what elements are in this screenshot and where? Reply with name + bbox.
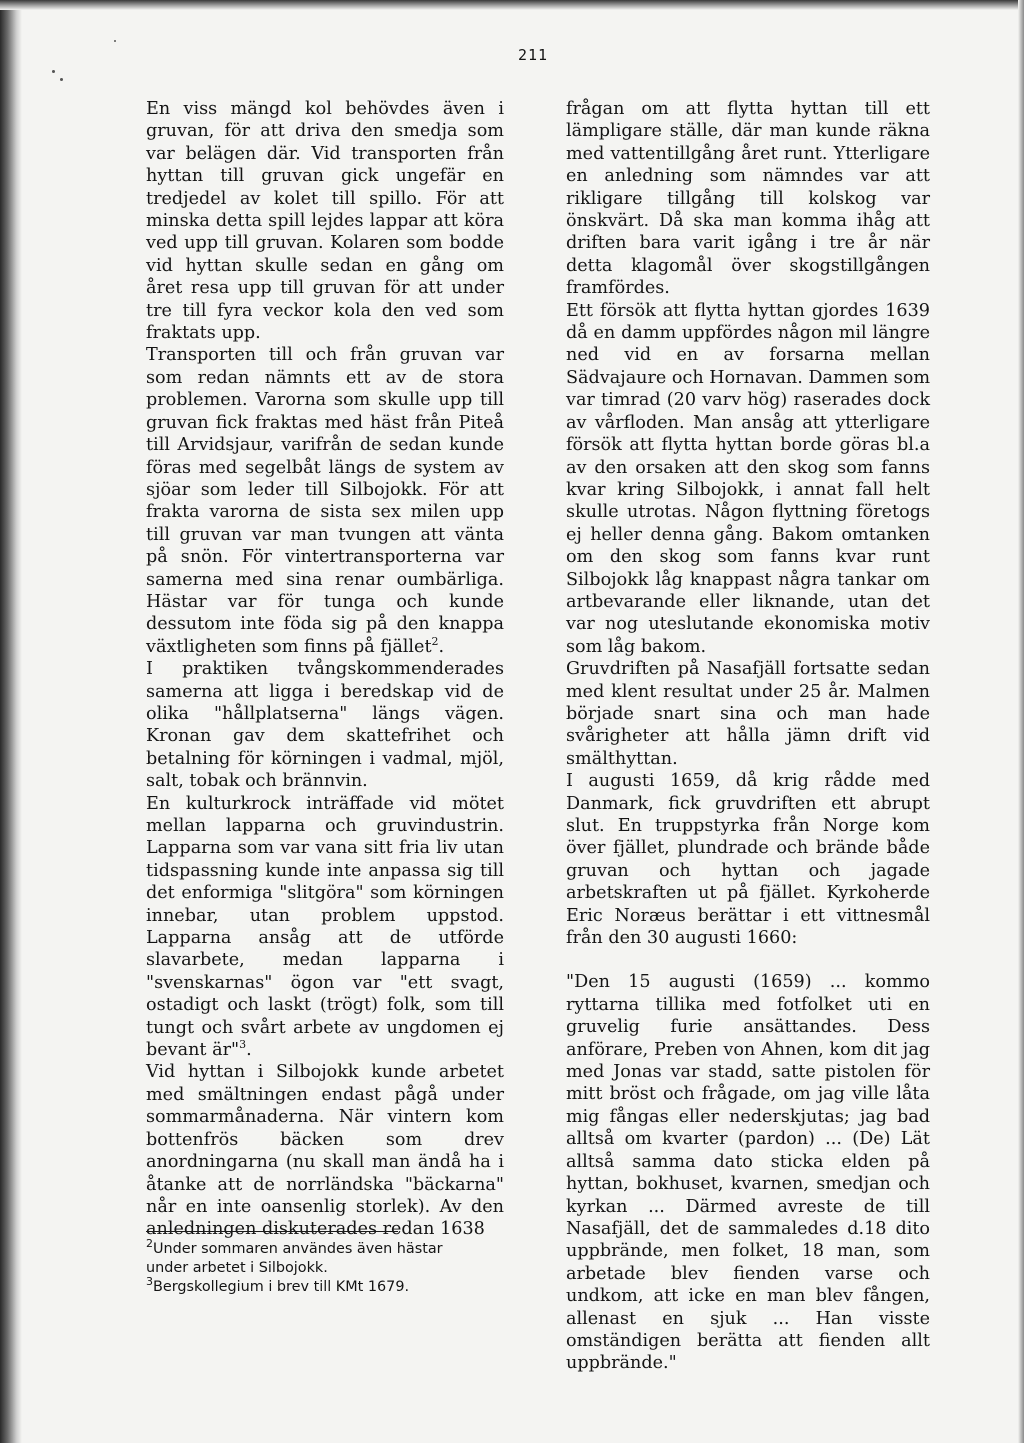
footnote: $^3$Bergskollegium i brev till KMt 1679.: [146, 1275, 410, 1295]
right-column: [566, 98, 930, 1375]
scan-speck: [52, 70, 55, 73]
scan-speck: [60, 78, 63, 81]
paragraph: En kulturkrock inträffade vid mötet mellan lapparna och gruvindustrin. Lapparna som var vana sitt fria liv utan tidspassning kunde inte anpassa sig till det enformiga "slitgöra" som körningen innebar, utan problem uppstod. Lapparna ansåg att de utförde slavarbete, medan lapparna i "svenskarnas" ögon var "ett svagt, ostadigt och laskt (trögt) folk, som till tungt och svårt arbete av ungdomen ej bevant är"$^3$.: [146, 793, 504, 1061]
quotation: "Den 15 augusti (1659) ... kommo ryttarna tillika med fotfolket uti en gruvelig furie ansättandes. Dess anförare, Preben von Ahnen, kom dit jag med Jonas var stadd, satte pistolen för mitt bröst och frågade, om jag ville låta mig fångas eller nederskjutas; jag bad alltså om kvarter (pardon) ... (De) Lät alltså samma dato sticka elden på hyttan, bokhuset, kvarnen, smedjan och kyrkan ... Därmed avreste de till Nasafjäll, det de sammaledes d.18 dito uppbrände, men folket, 18 man, som arbetade blev fienden varse och undkom, att icke en man blev fången, allenast en sjuk ... Han visste omständigen berätta att fienden allt uppbrände.": [566, 972, 930, 1374]
footnotes: [146, 1237, 476, 1297]
page-number: 211: [518, 46, 549, 64]
paragraph: En viss mängd kol behövdes även i gruvan, för att driva den smedja som var belägen där. Vid transporten från hyttan till gruvan gick ungefär en tredjedel av kolet till spillo. För att minska detta spill lejdes lappar att köra ved upp till gruvan. Kolaren som bodde vid hyttan skulle sedan en gång om året resa upp till gruvan för att under tre till fyra veckor kola den ved som fraktats upp.: [146, 99, 504, 344]
footnote-divider: [146, 1231, 398, 1232]
footnote-ref: 2: [431, 634, 439, 648]
scan-shadow-right: [1018, 0, 1024, 1443]
paragraph: Vid hyttan i Silbojokk kunde arbetet med smältningen endast pågå under sommarmånaderna. När vintern kom bottenfrös bäcken som drev anordningarna (nu skall man ändå ha i åtanke att de norrländska "bäckarna" når en inte oansenlig storlek). Av den anledningen diskuterades redan 1638: [146, 1062, 504, 1240]
scan-shadow-top: [0, 0, 1024, 10]
paragraph: Ett försök att flytta hyttan gjordes 1639 då en damm uppfördes någon mil längre ned vid en av forsarna mellan Sädvajaure och Hornavan. Dammen som var timrad (20 varv hög) raserades dock av vårfloden. Man ansåg att ytterligare försök att flytta hyttan borde göras bl.a av den orsaken att den skog som fanns kvar kring Silbojokk, i annat fall helt skulle utrotas. Någon flyttning företogs ej heller denna gång. Bakom omtanken om den skog som fanns kvar runt Silbojokk låg knappast några tankar om artbevarande eller liknande, utan det var nog uteslutande ekonomiska motiv som låg bakom.: [566, 300, 931, 657]
paragraph: I praktiken tvångskommenderades samerna att ligga i beredskap vid de olika "hållplatserna" längs vägen. Kronan gav dem skattefrihet och betalning för körningen i vadmal, mjöl, salt, tobak och brännvin.: [146, 659, 504, 792]
paragraph: Gruvdriften på Nasafjäll fortsatte sedan med klent resultat under 25 år. Malmen började snart sina och man hade svårigheter att hålla jämn drift vid smälthyttan.: [566, 659, 930, 769]
paragraph: frågan om att flytta hyttan till ett lämpligare ställe, där man kunde räkna med vattentillgång året runt. Ytterligare en anledning som nämndes var att rikligare tillgång till kolskog var önskvärt. Då ska man komma ihåg att driften bara varit igång i tre år när detta klagomål över skogstillgången framfördes.: [566, 99, 930, 299]
footnote-ref: 3: [239, 1038, 247, 1052]
scan-speck: [114, 40, 116, 42]
footnote: $^2$Under sommaren användes även hästar under arbetet i Silbojokk.: [146, 1237, 443, 1276]
paragraph: Transporten till och från gruvan var som redan nämnts ett av de stora problemen. Varorna som skulle upp till gruvan fick fraktas med häst från Piteå till Arvidsjaur, varifrån de sedan kunde föras med segelbåt längs de system av sjöar som leder till Silbojokk. För att frakta varorna de sista sex milen upp till gruvan var man tvungen att vänta på snön. För vintertransporterna var samerna med sina renar oumbärliga. Hästar var för tunga och kunde dessutom inte föda sig på den knappa växtligheten som finns på fjället$^2$.: [146, 345, 504, 657]
scan-shadow-left: [0, 0, 22, 1443]
paragraph: I augusti 1659, då krig rådde med Danmark, fick gruvdriften ett abrupt slut. En truppstyrka från Norge kom över fjället, plundrade och brände både gruvan och hyttan och jagade arbetskraften ut på fjället. Kyrkoherde Eric Noræus berättar i ett vittnesmål från den 30 augusti 1660:: [566, 771, 930, 949]
left-column: [146, 98, 504, 1241]
